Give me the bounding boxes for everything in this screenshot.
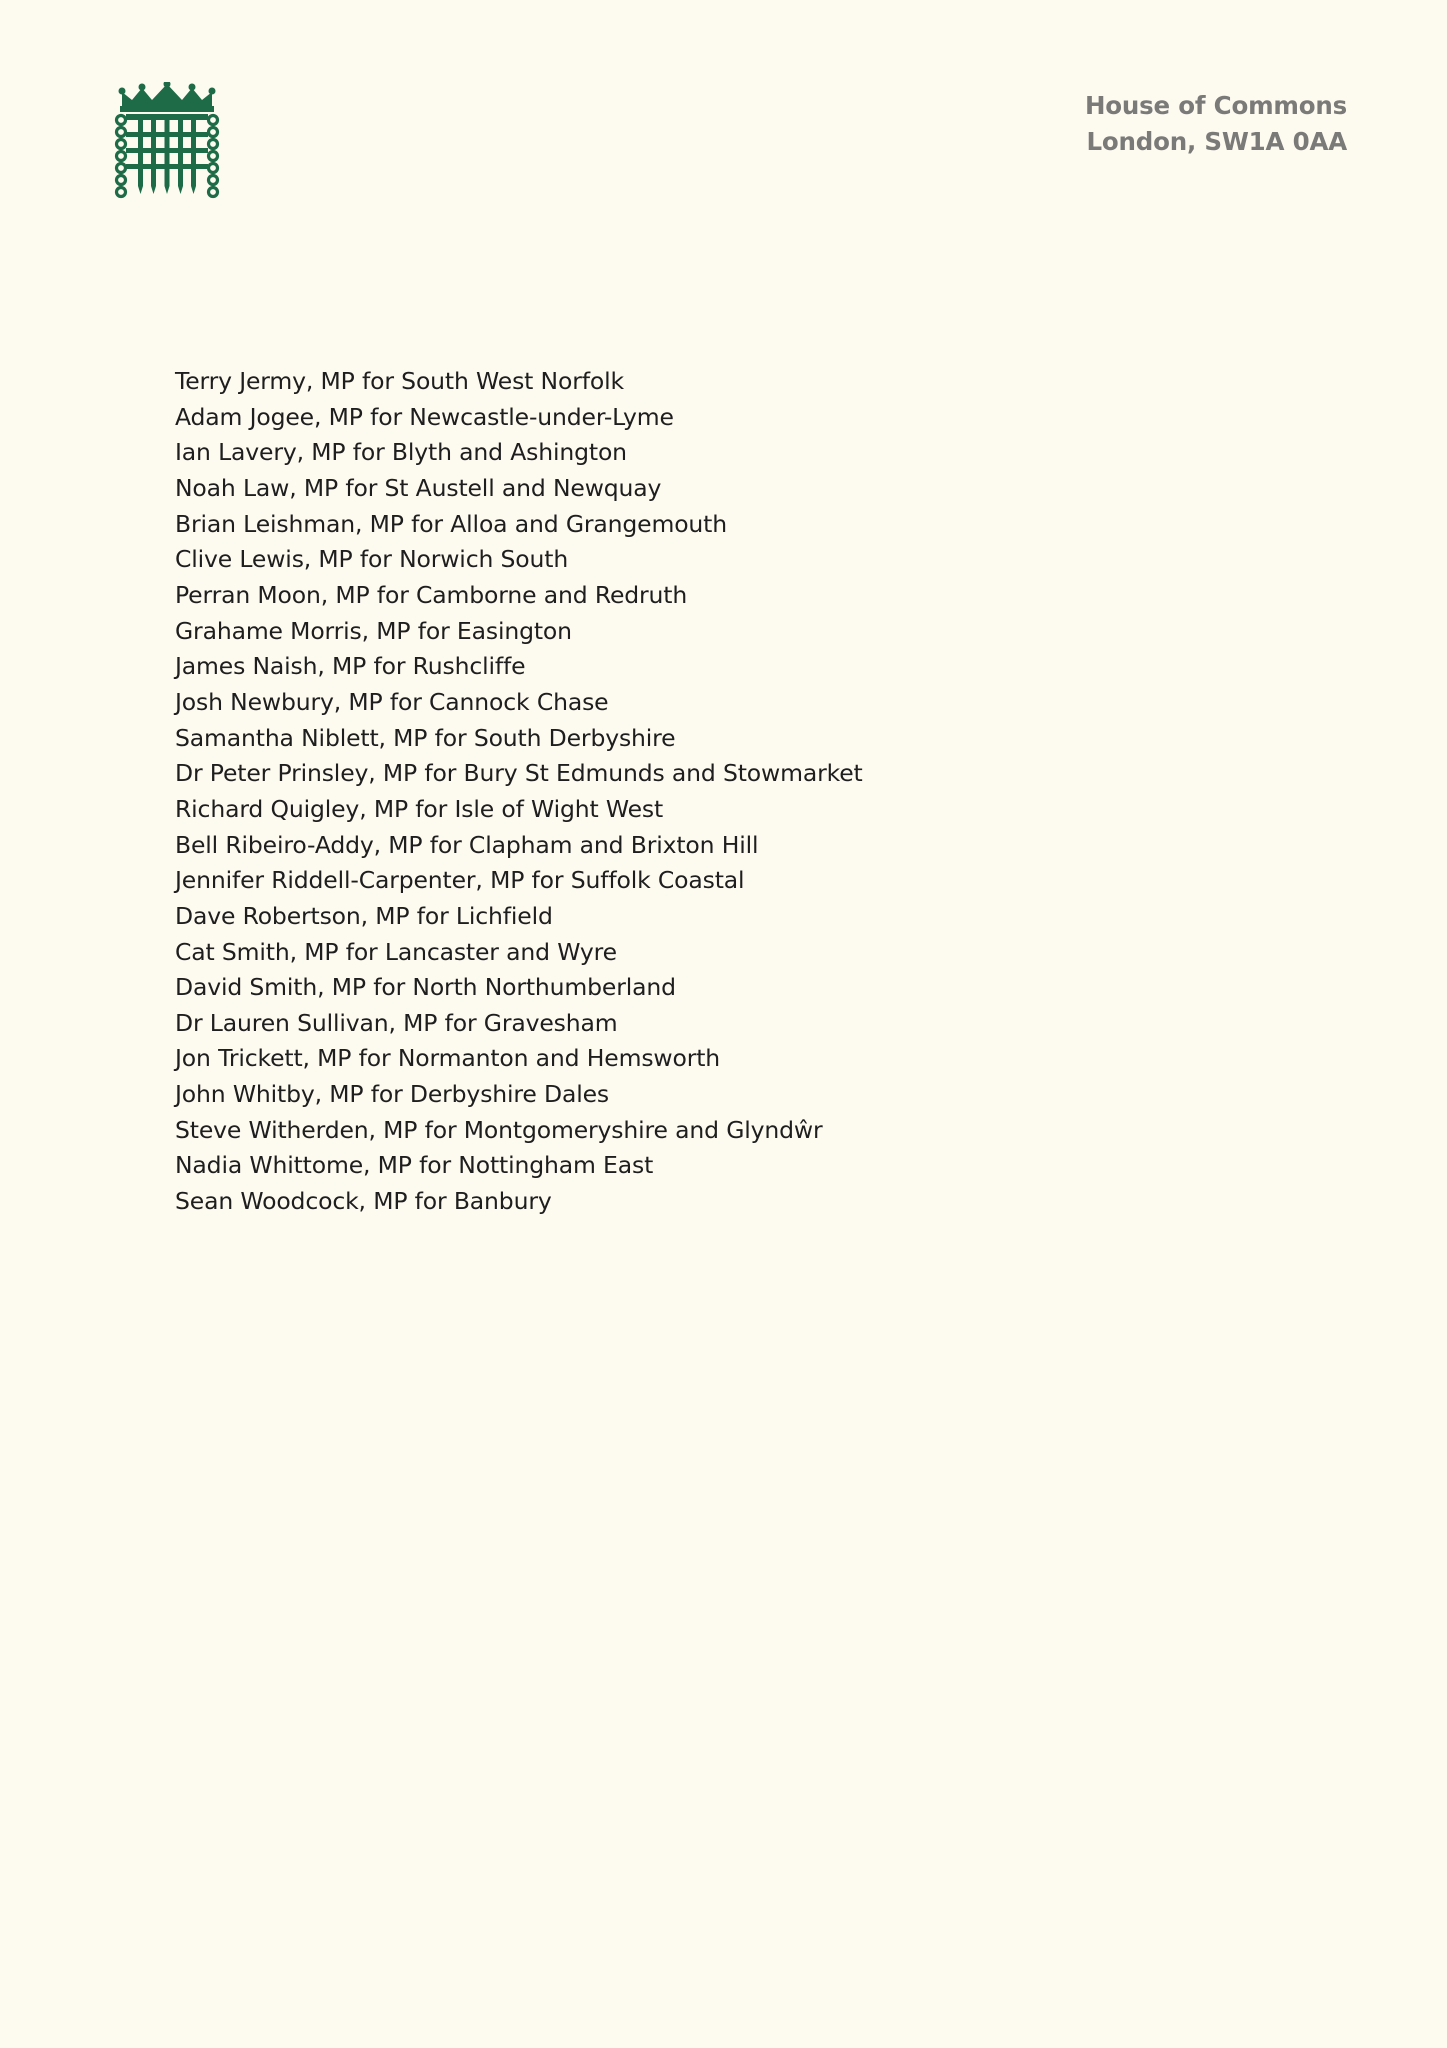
signatory-item: David Smith, MP for North Northumberland [175,973,676,1002]
signatory-item: Perran Moon, MP for Camborne and Redruth [175,580,688,609]
signatory-item: Adam Jogee, MP for Newcastle-under-Lyme [175,402,674,431]
signatory-item: Dr Peter Prinsley, MP for Bury St Edmunds and Stowmarket [175,759,863,788]
signatory-item: Sean Woodcock, MP for Banbury [175,1187,552,1216]
signatory-item: Clive Lewis, MP for Norwich South [175,545,569,574]
address-line-1: House of Commons [1084,91,1347,120]
signatory-item: Cat Smith, MP for Lancaster and Wyre [175,937,617,966]
sender-address [1085,88,1347,160]
signatory-item: Bell Ribeiro-Addy, MP for Clapham and Brixton Hill [175,830,759,859]
address-line-2: London, SW1A 0AA [1086,127,1347,156]
signatory-item: Noah Law, MP for St Austell and Newquay [175,473,662,502]
signatory-item: Jennifer Riddell-Carpenter, MP for Suffolk Coastal [175,866,745,895]
signatory-item: Ian Lavery, MP for Blyth and Ashington [175,438,627,467]
signatory-item: Dave Robertson, MP for Lichfield [175,901,553,930]
signatory-item: Steve Witherden, MP for Montgomeryshire and Glyndŵr [175,1115,823,1144]
signatory-item: John Whitby, MP for Derbyshire Dales [175,1080,610,1109]
signatory-item: Dr Lauren Sullivan, MP for Gravesham [175,1008,618,1037]
signatory-item: James Naish, MP for Rushcliffe [175,652,526,681]
signatory-item: Josh Newbury, MP for Cannock Chase [175,687,609,716]
signatory-list [175,364,863,1220]
signatory-item: Nadia Whittome, MP for Nottingham East [175,1151,654,1180]
signatory-item: Terry Jermy, MP for South West Norfolk [175,367,624,395]
signatory-item: Jon Trickett, MP for Normanton and Hemsworth [175,1044,721,1073]
signatory-item: Richard Quigley, MP for Isle of Wight West [175,794,664,823]
portcullis-crown-icon [114,82,220,204]
signatory-item: Brian Leishman, MP for Alloa and Grangemouth [175,509,727,538]
signatory-item: Samantha Niblett, MP for South Derbyshire [175,723,676,752]
signatory-item: Grahame Morris, MP for Easington [175,616,572,645]
